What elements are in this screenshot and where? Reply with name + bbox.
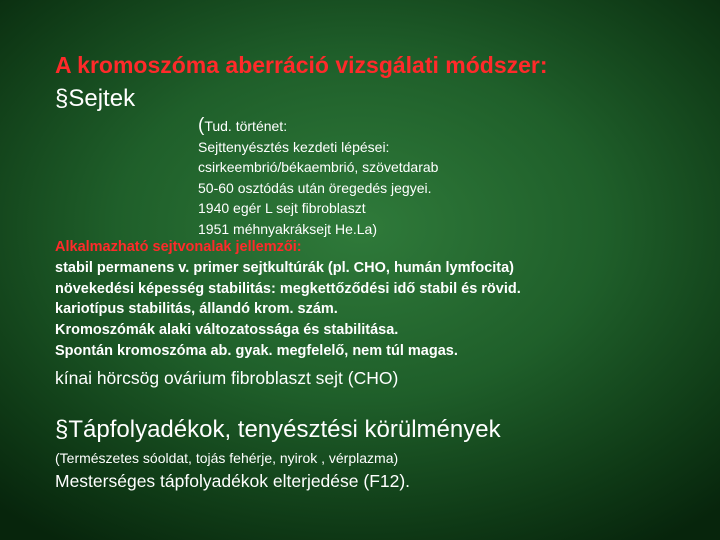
history-block: [198, 116, 438, 239]
features-block: [55, 237, 521, 362]
history-line: 50-60 osztódás után öregedés jegyei.: [198, 179, 432, 196]
bullet-marker: §: [55, 416, 69, 443]
history-line: csirkeembrió/békaembrió, szövetdarab: [198, 159, 439, 175]
features-heading: Alkalmazható sejtvonalak jellemzői:: [55, 239, 302, 255]
bullet-marker: §: [55, 85, 69, 112]
bullet-sejtek: [55, 84, 135, 114]
history-lead-text: Tud. történet:: [204, 118, 288, 134]
feature-line: Spontán kromoszóma ab. gyak. megfelelő, nem túl magas.: [55, 342, 458, 359]
history-lead: [198, 116, 438, 137]
feature-line: növekedési képesség stabilitás: megkettőződési idő stabil és rövid.: [55, 280, 521, 297]
feature-line: stabil permanens v. primer sejtkultúrák (pl. CHO, humán lymfocita): [55, 259, 515, 276]
bullet-tapfolyadekok: [55, 414, 501, 446]
history-line: 1940 egér L sejt fibroblaszt: [198, 200, 366, 216]
cho-example: kínai hörcsög ovárium fibroblaszt sejt (CHO): [55, 368, 399, 388]
history-line: 1951 méhnyakráksejt He.La): [198, 220, 377, 237]
feature-line: Kromoszómák alaki változatossága és stabilitása.: [55, 322, 399, 339]
section-heading-sejtek: Sejtek: [68, 85, 136, 112]
natural-media-note: (Természetes sóoldat, tojás fehérje, nyirok , vérplazma): [55, 450, 399, 466]
history-line: Sejttenyésztés kezdeti lépései:: [198, 138, 390, 155]
synthetic-media-note: Mesterséges tápfolyadékok elterjedése (F12).: [55, 471, 411, 491]
feature-line: kariotípus stabilitás, állandó krom. szám.: [55, 301, 338, 318]
section-heading-tapfolyadekok: Tápfolyadékok, tenyésztési körülmények: [68, 416, 501, 443]
history-paren: (: [198, 115, 205, 136]
slide-title: A kromoszóma aberráció vizsgálati módszer:: [55, 52, 548, 78]
